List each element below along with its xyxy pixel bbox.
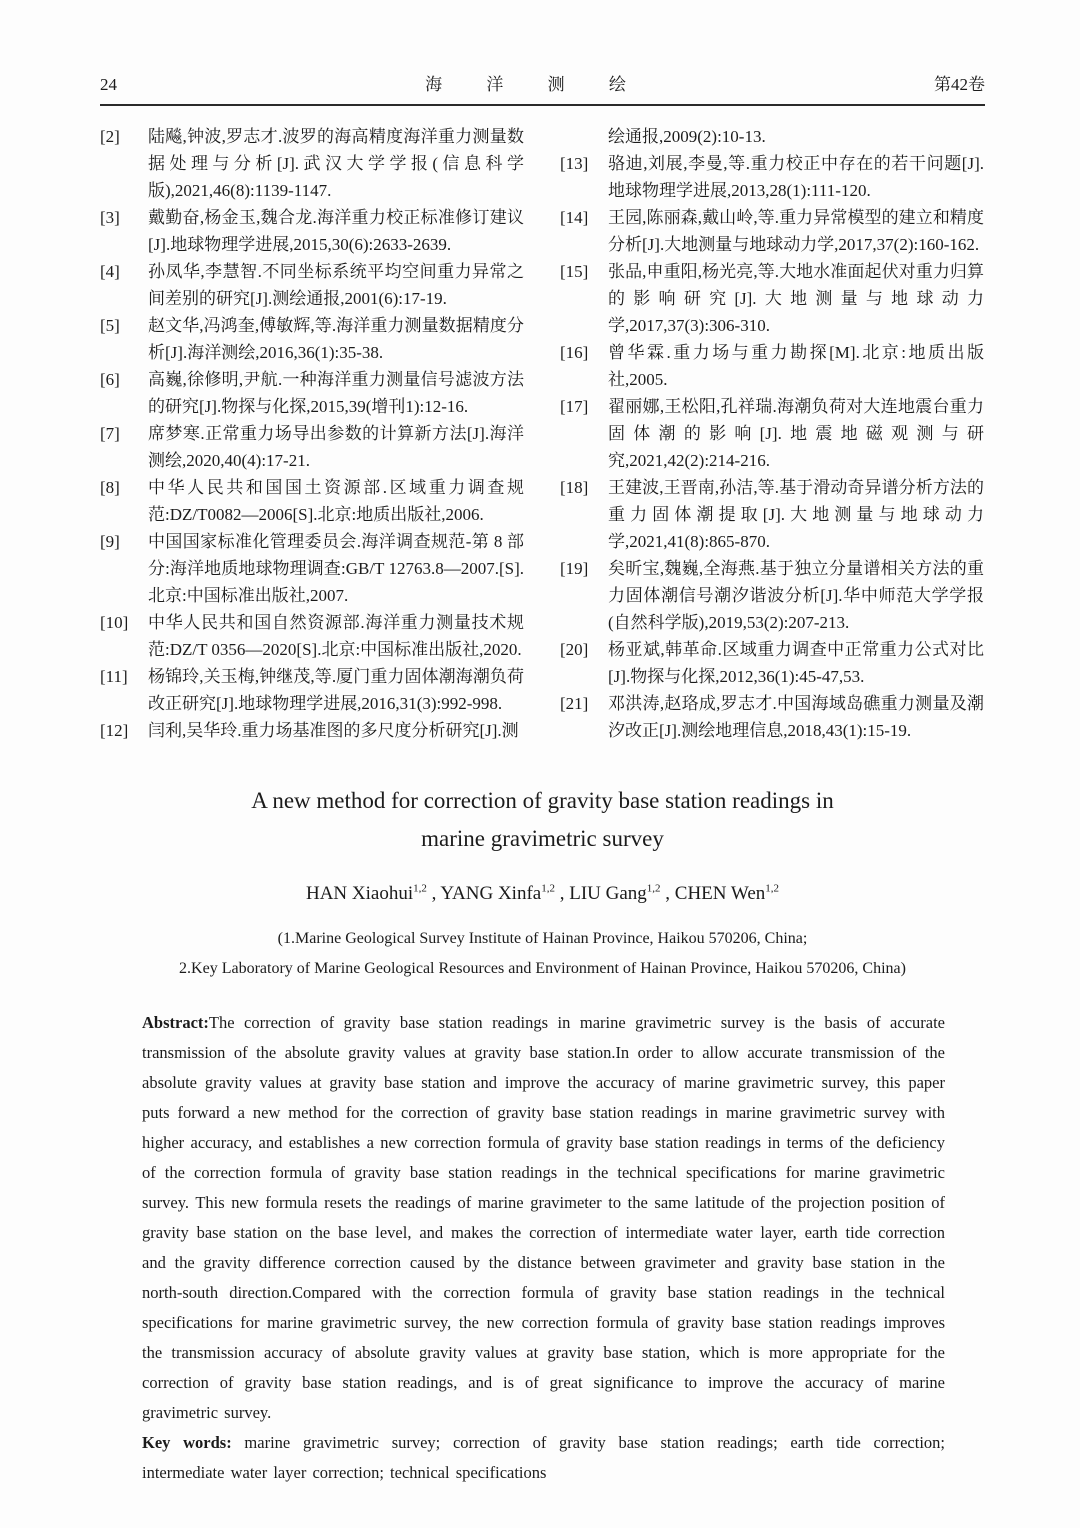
keywords-text: marine gravimetric survey; correction of gravity base station readings; earth tide correction; intermediate water layer correction; technical specifications [142, 1433, 945, 1483]
reference-item [100, 474, 524, 528]
reference-text: 翟丽娜,王松阳,孔祥瑞.海潮负荷对大连地震台重力固体潮的影响[J].地震地磁观测与研究,2021,42(2):214-216. [608, 397, 984, 470]
journal-title: 海 洋 测 绘 [425, 75, 646, 94]
reference-item [560, 204, 984, 258]
reference-number: [13] [560, 154, 589, 173]
author [306, 883, 440, 904]
abstract-paragraph [142, 1008, 945, 1428]
keywords-label: Key words: [142, 1433, 232, 1453]
reference-item [100, 312, 524, 366]
author [675, 883, 779, 904]
author [569, 883, 675, 904]
keywords-paragraph [142, 1428, 945, 1488]
reference-item [100, 528, 524, 609]
author-superscript: 1,2 [413, 883, 427, 895]
reference-item [560, 258, 984, 339]
volume-label: 第42卷 [934, 75, 985, 94]
abstract-text: The correction of gravity base station readings in marine gravimetric survey is the basis of accurate transmission of the absolute gravity values at gravity base station.In order to allow accurate transmission of the absolute gravity values at gravity base station and improve the accuracy of marine gravimetric survey, this paper puts forward a new method for the correction of gravity base station readings in marine gravimetric survey with higher accuracy, and establishes a new correction formula of gravity base station readings in terms of the deficiency of the correction formula of gravity base station readings in the technical specifications for marine gravimetric survey. This new formula resets the readings of marine gravimeter to the same latitude of the projection position of gravity base station on the base level, and makes the correction of intermediate water layer, earth tide correction and the gravity difference correction caused by the distance between gravimeter and gravity base station in the north-south direction.Compared with the correction formula of gravity base station readings in the technical specifications for marine gravimetric survey, the new correction formula of gravity base station readings improves the transmission accuracy of absolute gravity values at gravity base station, which is more appropriate for the correction of gravity base station readings, and is of great significance to improve the accuracy of marine gravimetric survey. [142, 1013, 945, 1423]
reference-text: 王园,陈丽森,戴山岭,等.重力异常模型的建立和精度分析[J].大地测量与地球动力学,2017,37(2):160-162. [608, 208, 984, 254]
reference-text: 席梦寒.正常重力场导出参数的计算新方法[J].海洋测绘,2020,40(4):17-21. [148, 424, 524, 470]
reference-item [100, 366, 524, 420]
reference-number: [8] [100, 478, 120, 497]
reference-text: 杨锦玲,关玉梅,钟继茂,等.厦门重力固体潮海潮负荷改正研究[J].地球物理学进展,2016,31(3):992-998. [148, 667, 524, 713]
reference-text: 中国国家标准化管理委员会.海洋调查规范-第 8 部分:海洋地质地球物理调查:GB/T 12763.8—2007.[S].北京:中国标准出版社,2007. [148, 532, 524, 605]
reference-item [560, 474, 984, 555]
references-column-right-items [560, 150, 984, 744]
references-column-right [560, 123, 984, 744]
author-name: LIU Gang [569, 883, 647, 905]
reference-item [560, 636, 984, 690]
abstract-label: Abstract: [142, 1013, 209, 1033]
abstract-block [142, 1008, 945, 1488]
reference-text: 杨亚斌,韩革命.区域重力调查中正常重力公式对比[J].物探与化探,2012,36(1):45-47,53. [608, 640, 984, 686]
affiliation-line-1: (1.Marine Geological Survey Institute of Hainan Province, Haikou 570206, China; [277, 930, 808, 948]
reference-number: [5] [100, 316, 120, 335]
reference-number: [21] [560, 694, 589, 713]
reference-text: 戴勤奋,杨金玉,魏合龙.海洋重力校正标准修订建议[J].地球物理学进展,2015,30(6):2633-2639. [148, 208, 524, 254]
reference-item [100, 717, 524, 744]
reference-item [100, 204, 524, 258]
reference-number: [11] [100, 667, 128, 686]
reference-item [100, 258, 524, 312]
reference-number: [6] [100, 370, 120, 389]
affiliations [100, 924, 985, 984]
reference-number: [18] [560, 478, 589, 497]
affiliation-line-2: 2.Key Laboratory of Marine Geological Resources and Environment of Hainan Province, Haikou 570206, China) [179, 960, 906, 978]
reference-item [560, 339, 984, 393]
reference-number: [16] [560, 343, 589, 362]
author-name: CHEN Wen [674, 883, 766, 905]
header-rule [100, 104, 985, 106]
reference-text: 邓洪涛,赵珞成,罗志才.中国海域岛礁重力测量及潮汐改正[J].测绘地理信息,2018,43(1):15-19. [608, 694, 984, 740]
reference-text: 闫利,吴华玲.重力场基准图的多尺度分析研究[J].测 [148, 721, 519, 740]
reference-continuation: 绘通报,2009(2):10-13. [608, 127, 766, 146]
author-superscript: 1,2 [541, 883, 555, 895]
reference-list [100, 123, 985, 744]
reference-text: 骆迪,刘展,李曼,等.重力校正中存在的若干问题[J].地球物理学进展,2013,28(1):111-120. [608, 154, 984, 200]
author-name: HAN Xiaohui [305, 883, 414, 905]
reference-number: [2] [100, 127, 120, 146]
article-title-line-2: marine gravimetric survey [421, 826, 664, 851]
reference-number: [9] [100, 532, 120, 551]
author-separator: , [554, 883, 570, 905]
reference-text: 王建波,王晋南,孙洁,等.基于滑动奇异谱分析方法的重力固体潮提取[J].大地测量与地球动力学,2021,41(8):865-870. [608, 478, 984, 551]
reference-text: 中华人民共和国自然资源部.海洋重力测量技术规范:DZ/T 0356—2020[S].北京:中国标准出版社,2020. [148, 613, 524, 659]
author-separator: , [426, 883, 441, 905]
article-title-line-1: A new method for correction of gravity base station readings in [251, 788, 834, 813]
reference-item [560, 150, 984, 204]
page-number: 24 [100, 75, 117, 94]
article-title [100, 782, 985, 858]
reference-number: [12] [100, 721, 129, 740]
reference-number: [14] [560, 208, 589, 227]
reference-number: [19] [560, 559, 589, 578]
reference-number: [3] [100, 208, 120, 227]
author-separator: , [660, 883, 675, 905]
reference-item [100, 609, 524, 663]
author-superscript: 1,2 [765, 883, 780, 895]
reference-number: [4] [100, 262, 120, 281]
reference-text: 曾华霖.重力场与重力勘探[M].北京:地质出版社,2005. [608, 343, 984, 389]
reference-number: [17] [560, 397, 589, 416]
reference-text: 孙凤华,李慧智.不同坐标系统平均空间重力异常之间差别的研究[J].测绘通报,2001(6):17-19. [148, 262, 524, 308]
references-column-left [100, 123, 524, 744]
reference-text: 中华人民共和国国土资源部.区域重力调查规范:DZ/T0082—2006[S].北京:地质出版社,2006. [148, 478, 524, 524]
reference-item [560, 690, 984, 744]
author [440, 883, 569, 904]
reference-item [100, 123, 524, 204]
reference-text: 张品,申重阳,杨光亮,等.大地水准面起伏对重力归算的影响研究[J].大地测量与地球动力学,2017,37(3):306-310. [608, 262, 984, 335]
reference-number: [7] [100, 424, 120, 443]
reference-text: 赵文华,冯鸿奎,傅敏辉,等.海洋重力测量数据精度分析[J].海洋测绘,2016,36(1):35-38. [148, 316, 524, 362]
author-name: YANG Xinfa [440, 883, 542, 905]
reference-number: [20] [560, 640, 589, 659]
reference-item [560, 393, 984, 474]
reference-text: 高巍,徐修明,尹航.一种海洋重力测量信号滤波方法的研究[J].物探与化探,2015,39(增刊1):12-16. [148, 370, 524, 416]
reference-item [560, 555, 984, 636]
reference-number: [15] [560, 262, 589, 281]
authors-line [100, 883, 985, 905]
reference-item [100, 420, 524, 474]
reference-item [100, 663, 524, 717]
author-superscript: 1,2 [646, 883, 661, 895]
running-head [100, 70, 985, 95]
reference-text: 矣昕宝,魏巍,全海燕.基于独立分量谱相关方法的重力固体潮信号潮汐谐波分析[J].华中师范大学学报(自然科学版),2019,53(2):207-213. [608, 559, 984, 632]
reference-text: 陆飚,钟波,罗志才.波罗的海高精度海洋重力测量数据处理与分析[J].武汉大学学报(信息科学版),2021,46(8):1139-1147. [148, 127, 524, 200]
reference-number: [10] [100, 613, 129, 632]
